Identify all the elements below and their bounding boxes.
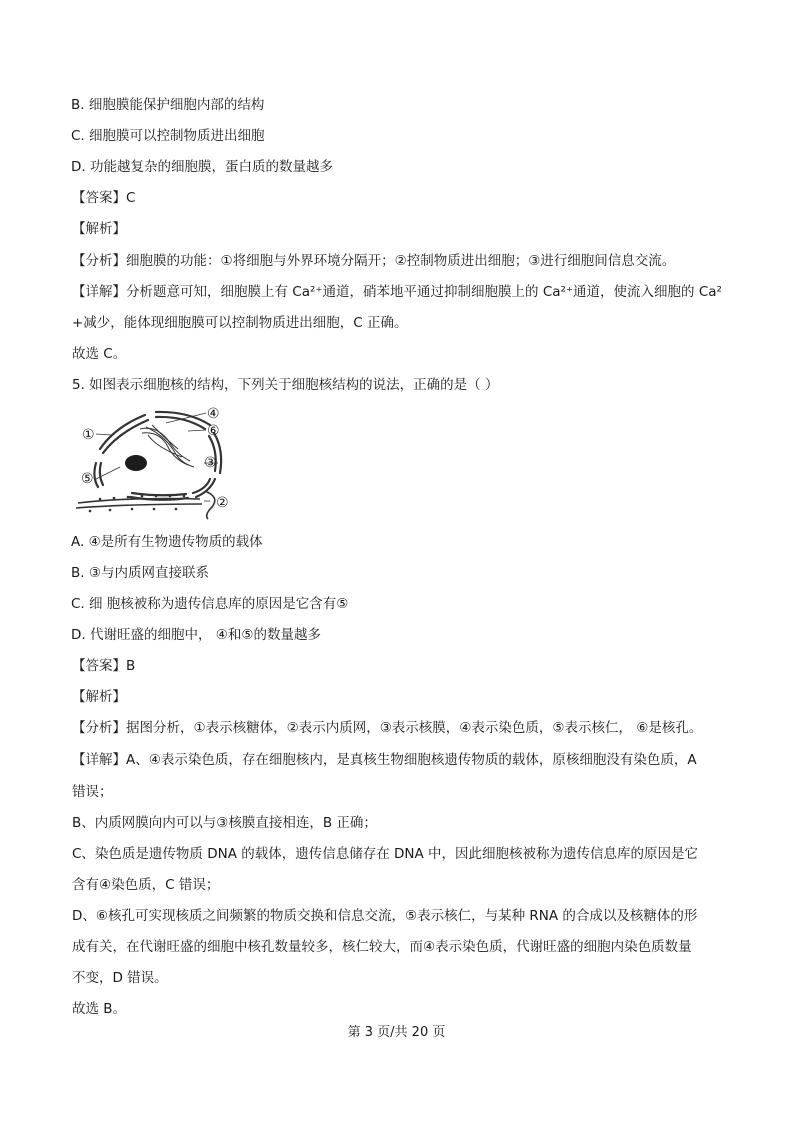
page-footer: 第 3 页/共 20 页: [347, 1025, 446, 1040]
q4-option-c: C. 细胞膜可以控制物质进出细胞: [71, 128, 265, 144]
q5-conclusion: 故选 B。: [72, 1001, 127, 1017]
q5-xiangjie-line-1: 【详解】A、④表示染色质，存在细胞核内，是真核生物细胞核遗传物质的载体，原核细胞没有染色质，A: [72, 752, 697, 768]
q4-xiangjie-line-2: +减少，能体现细胞膜可以控制物质进出细胞，C 正确。: [72, 315, 408, 331]
q4-answer: 【答案】C: [72, 190, 136, 206]
label-4: ④: [207, 406, 220, 422]
label-6: ⑥: [207, 423, 220, 439]
q5-c-explanation-line-1: C、染色质是遗传物质 DNA 的载体，遗传信息储存在 DNA 中，因此细胞核被称为遗传信息库的原因是它: [72, 846, 699, 862]
q5-stem: 5. 如图表示细胞核的结构，下列关于细胞核结构的说法，正确的是（ ）: [72, 377, 499, 393]
q5-d-explanation-line-2: 成有关，在代谢旺盛的细胞中核孔数量较多，核仁较大，而④表示染色质，代谢旺盛的细胞内染色质数量: [72, 939, 692, 955]
q4-fenxi: 【分析】细胞膜的功能：①将细胞与外界环境分隔开；②控制物质进出细胞；③进行细胞间信息交流。: [72, 253, 676, 269]
label-3: ③: [204, 455, 217, 471]
q4-analysis-title: 【解析】: [72, 221, 126, 237]
q4-xiangjie-line-1: 【详解】分析题意可知，细胞膜上有 Ca²⁺通道，硝苯地平通过抑制细胞膜上的 Ca²⁺通道，使流入细胞的 Ca²: [72, 284, 722, 300]
q5-fenxi: 【分析】据图分析，①表示核糖体，②表示内质网，③表示核膜，④表示染色质，⑤表示核仁， ⑥是核孔。: [72, 720, 703, 736]
q5-d-explanation-line-3: 不变，D 错误。: [72, 970, 168, 986]
nuclear-envelope: [94, 412, 221, 500]
q5-analysis-title: 【解析】: [72, 689, 126, 705]
nucleolus: [125, 455, 147, 471]
q5-option-c: C. 细 胞核被称为遗传信息库的原因是它含有⑤: [71, 596, 349, 612]
label-1: ①: [82, 427, 95, 443]
q5-c-explanation-line-2: 含有④染色质，C 错误；: [72, 877, 220, 893]
q4-option-b: B. 细胞膜能保护细胞内部的结构: [71, 97, 265, 113]
nucleus-structure-figure: [70, 405, 240, 524]
q5-answer: 【答案】B: [72, 658, 136, 674]
q4-conclusion: 故选 C。: [72, 346, 127, 362]
q5-xiangjie-line-2: 错误；: [72, 784, 113, 800]
label-5: ⑤: [81, 471, 94, 487]
q5-option-d: D. 代谢旺盛的细胞中， ④和⑤的数量越多: [71, 627, 321, 643]
label-2: ②: [216, 495, 229, 511]
q5-option-a: A. ④是所有生物遗传物质的载体: [71, 534, 263, 550]
q4-option-d: D. 功能越复杂的细胞膜，蛋白质的数量越多: [71, 159, 333, 175]
q5-option-b: B. ③与内质网直接联系: [71, 565, 209, 581]
q5-d-explanation-line-1: D、⑥核孔可实现核质之间频繁的物质交换和信息交流，⑤表示核仁，与某种 RNA 的合成以及核糖体的形: [72, 908, 698, 924]
chromatin: [140, 425, 194, 467]
q5-b-explanation: B、内质网膜向内可以与③核膜直接相连，B 正确；: [72, 815, 377, 831]
